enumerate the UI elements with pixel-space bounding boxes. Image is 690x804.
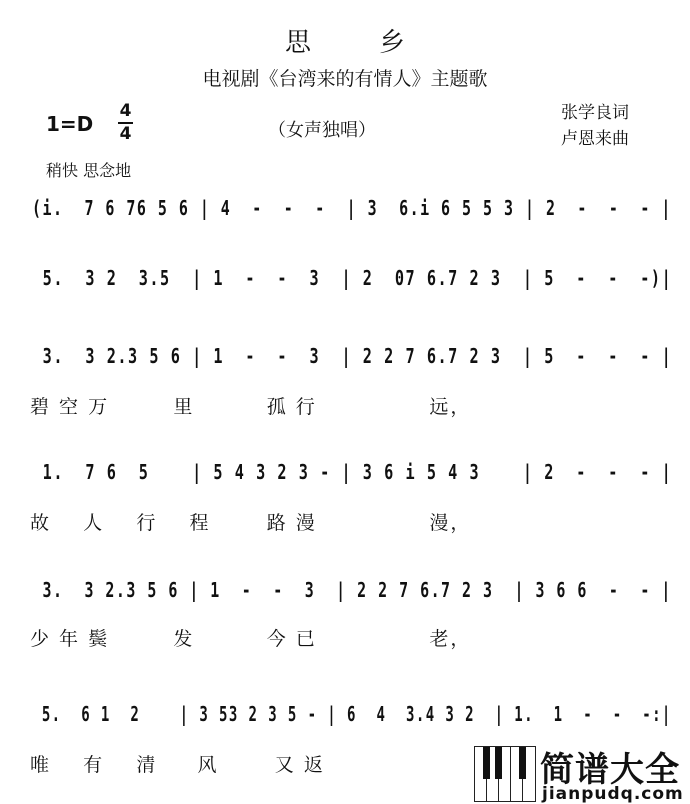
tempo-marking: 稍快 思念地 [46, 161, 132, 180]
time-signature-top: 4 [119, 101, 132, 121]
time-signature-bottom: 4 [119, 124, 132, 144]
staff-line-1 [0, 196, 690, 260]
notation-row: (i. 7 6 76 5 6 | 4 - - - | 3 6.i 6 5 5 3 | 2 - - - | [32, 196, 672, 220]
logo-url: jianpudq.com [542, 784, 684, 804]
lyricist-credit: 张学良词 [561, 103, 629, 123]
performance-note: （女声独唱） [268, 120, 376, 141]
composer-credit: 卢恩来曲 [561, 129, 629, 149]
lyric-row-4: 故 人 行 程 路 漫 漫， [30, 512, 472, 534]
lyric-row-5: 少 年 鬓 发 今 已 老， [30, 628, 472, 650]
notation-row: 3. 3 2.3 5 6 | 1 - - 3 | 2 2 7 6.7 2 3 | 3 6 6 - - | [32, 578, 672, 602]
notation-row: 5. 3 2 3.5 | 1 - - 3 | 2 07 6.7 2 3 | 5 - - -)| [32, 266, 673, 290]
song-title: 思乡 [284, 28, 473, 58]
notation-row: 3. 3 2.3 5 6 | 1 - - 3 | 2 2 7 6.7 2 3 | 5 - - - | [32, 344, 673, 368]
notation-row: 1. 7 6 5 | 5 4 3 2 3 - | 3 6 i 5 4 3 | 2 - - - | [32, 460, 673, 484]
logo-name: 简谱大全 [540, 750, 680, 790]
time-signature [118, 103, 133, 143]
staff-line-2 [0, 266, 690, 330]
song-subtitle: 电视剧《台湾来的有情人》主题歌 [202, 68, 488, 90]
lyric-row-6: 唯 有 清 风 又 返 [30, 754, 325, 776]
key-signature: 1=D [46, 112, 94, 136]
site-watermark [470, 740, 690, 804]
piano-icon [474, 746, 536, 802]
lyric-row-3: 碧 空 万 里 孤 行 远， [30, 396, 472, 418]
notation-row: 5. 6 1 2 | 3 53 2 3 5 - | 6 4 3.4 3 2 | 1. 1 - - -:| [32, 702, 672, 726]
